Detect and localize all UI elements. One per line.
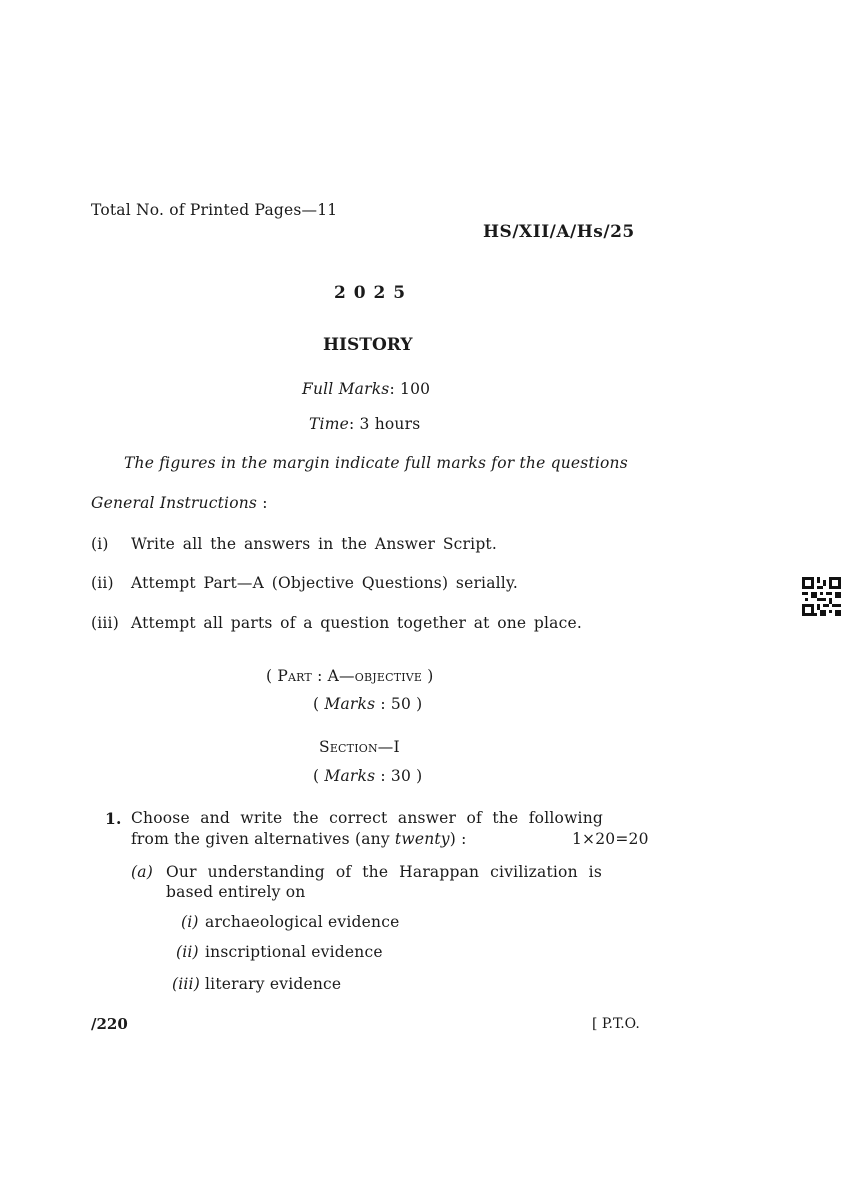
instruction-num: (ii) [91,574,114,592]
full-marks-value: : 100 [389,380,431,398]
instruction-num: (iii) [91,614,119,632]
time-value: : 3 hours [348,415,421,433]
paren-open: ( [313,767,325,785]
instruction-text: Attempt all parts of a question together at one place. [131,614,582,632]
option-number: (ii) [176,943,199,961]
question-text-line [131,830,467,848]
margin-note: The figures in the margin indicate full marks for the questions [124,454,628,472]
question-text: from the given alternatives (any [131,830,395,848]
subquestion-text-line: Our understanding of the Harappan civilization is [166,863,602,881]
option-text: inscriptional evidence [205,943,383,961]
option-number: (i) [181,913,199,931]
part-a-marks [313,695,422,713]
exam-year: 2 0 2 5 [334,283,407,303]
marks-value: : 50 ) [375,695,423,713]
subquestion-text-line: based entirely on [166,883,306,901]
marks-label: Marks [324,767,376,785]
instruction-text: Write all the answers in the Answer Script. [131,535,497,553]
paren-open: ( [266,667,278,685]
paren-close: ) [422,667,434,685]
option-number: (iii) [172,975,200,993]
section-marks [313,767,422,785]
section-title: Section—I [319,738,400,756]
part-a-title-text: Part : A—objective [277,667,423,685]
time-allowed [309,415,420,433]
part-a-title [266,667,434,685]
total-pages-note: Total No. of Printed Pages—11 [91,201,338,219]
pto-note: [ P.T.O. [592,1016,640,1032]
option-text: archaeological evidence [205,913,400,931]
question-number: 1. [105,809,122,828]
subquestion-label: (a) [131,863,153,881]
full-marks [302,380,430,398]
subject-title: HISTORY [323,335,413,355]
marks-label: Marks [324,695,376,713]
paper-code: HS/XII/A/Hs/25 [483,222,635,242]
instructions-heading-colon: : [257,494,268,512]
question-text-italic: twenty [394,830,450,848]
question-text: ) : [449,830,467,848]
instruction-text: Attempt Part—A (Objective Questions) serially. [131,574,518,592]
marks-value: : 30 ) [375,767,423,785]
page-code: /220 [91,1015,128,1033]
question-marks: 1×20=20 [572,830,649,848]
question-text-line: Choose and write the correct answer of the following [131,809,603,827]
time-label: Time [309,415,349,433]
instructions-heading [91,494,268,512]
full-marks-label: Full Marks [302,380,390,398]
option-text: literary evidence [205,975,342,993]
instructions-heading-text: General Instructions [91,494,258,512]
qr-code-icon [802,577,841,616]
paren-open: ( [313,695,325,713]
instruction-num: (i) [91,535,109,553]
